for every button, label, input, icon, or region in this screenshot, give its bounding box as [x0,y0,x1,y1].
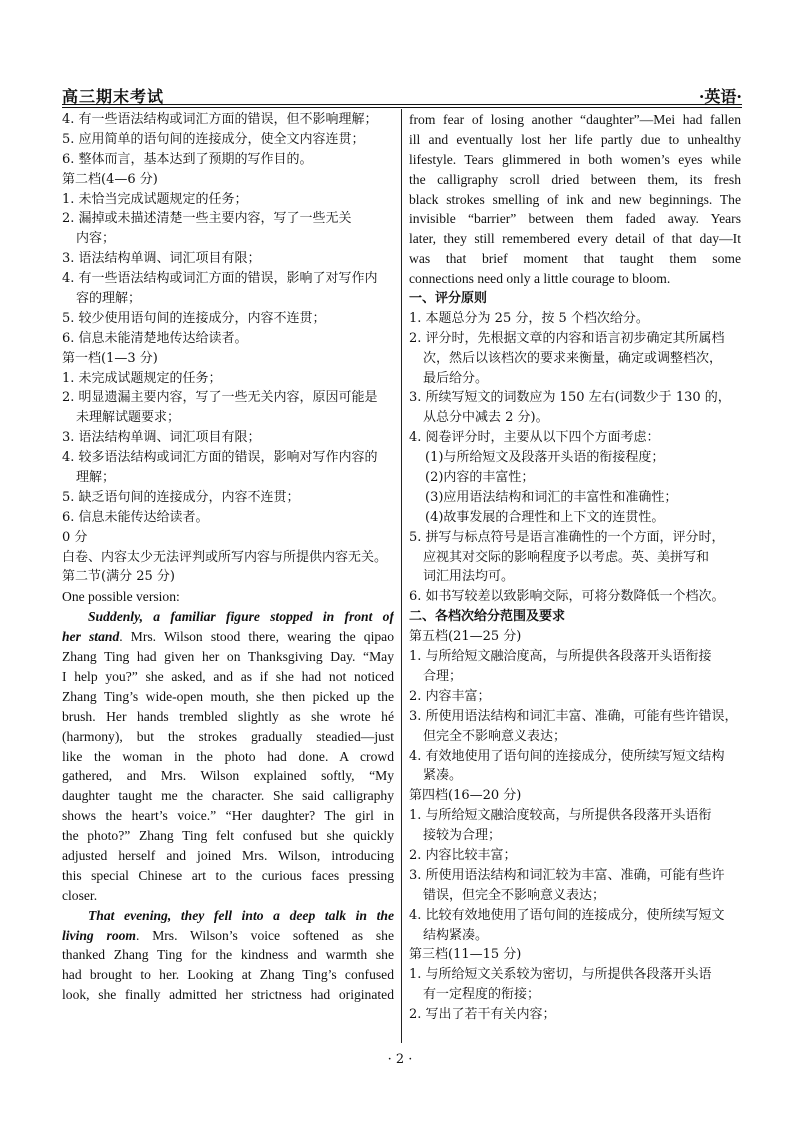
rubric-line: 1. 与所给短文融洽度较高，与所提供各段落开头语衔 [409,808,712,824]
subject-label: ·英语· [698,87,742,106]
rubric-line: 容的理解； [76,291,142,307]
rubric-line: 1. 未完成试题规定的任务； [62,370,222,386]
rubric-line: 但完全不影响意义表达； [423,728,567,744]
essay-lead-text: her stand [62,629,120,645]
essay-line: gathered, and Mrs. Wilson explained softly, “My [62,768,394,784]
rubric-line: 2. 内容丰富； [409,688,491,704]
rubric-line: 合理； [423,668,463,684]
header-rule-thin [62,107,742,108]
rubric-line: 从总分中减去 2 分)。 [423,410,549,426]
grade-heading: 第二档(4—6 分) [62,171,158,187]
essay-line: from fear of losing another “daughter”—Mei had fallen [409,112,741,127]
grade-heading: 第三档(11—15 分) [409,947,522,963]
rubric-line: 4. 有一些语法结构或词汇方面的错误，但不影响理解； [62,112,378,127]
essay-line: connections need only a little courage to bloom. [409,271,671,287]
rubric-line: 5. 拼写与标点符号是语言准确性的一个方面，评分时， [409,529,725,545]
essay-line: this special Chinese art to the curious faces pressing [62,867,394,883]
rubric-line: 4. 阅卷评分时，主要从以下四个方面考虑： [409,430,660,446]
rubric-line: 3. 所续写短文的词数应为 150 左右(词数少于 130 的， [409,390,731,406]
essay-line: thanked Zhang Ting for the kindness and warmth she [62,947,394,963]
rubric-line: (3)应用语法结构和词汇的丰富性和准确性； [425,489,678,505]
essay-line: invisible “barrier” between them faded away. Years [409,211,741,227]
section-heading: 二、各档次给分范围及要求 [409,609,566,625]
rubric-line: 1. 本题总分为 25 分，按 5 个档次给分。 [409,310,649,326]
rubric-line: 3. 所使用语法结构和词汇较为丰富、准确，可能有些许 [409,867,725,883]
essay-line: black strokes smelling of ink and new beginnings. The [409,191,741,207]
grade-heading: 第一档(1—3 分) [62,350,158,366]
essay-lead-text: Suddenly, a familiar figure stopped in front of [88,609,394,625]
rubric-line: 最后给分。 [423,370,489,386]
rubric-line: 1. 与所给短文关系较为密切，与所提供各段落开头语 [409,967,712,983]
rubric-line: 6. 信息未能传达给读者。 [62,509,209,525]
rubric-line: 5. 应用简单的语句间的连接成分，使全文内容连贯； [62,131,365,147]
left-column [62,110,394,1005]
rubric-line: 理解； [76,470,116,486]
rubric-line: 1. 未恰当完成试题规定的任务； [62,191,248,207]
essay-text: . Mrs. Wilson’s voice softened as she [135,927,394,943]
essay-label: One possible version: [62,589,180,605]
page-number: · 2 · [387,1052,413,1067]
essay-line: the photo?” Zhang Ting felt confused but she quickly [62,828,394,844]
rubric-line: 2. 评分时，先根据文章的内容和语言初步确定其所属档 [409,330,725,346]
rubric-line: 次，然后以该档次的要求来衡量，确定或调整档次， [423,350,723,366]
rubric-line: 白卷、内容太少无法评判或所写内容与所提供内容无关。 [62,549,388,565]
essay-line: closer. [62,887,98,903]
rubric-line: 5. 缺乏语句间的连接成分，内容不连贯； [62,489,300,505]
rubric-line: 3. 语法结构单调、词汇项目有限； [62,251,261,267]
section-heading: 第二节(满分 25 分) [62,569,175,585]
essay-line: adjusted herself and joined Mrs. Wilson, introducing [62,847,394,863]
essay-text: . Mrs. Wilson stood there, wearing the qipao [119,629,394,645]
rubric-line: 2. 内容比较丰富； [409,847,517,863]
rubric-line: 4. 比较有效地使用了语句间的连接成分，使所续写短文 [409,907,725,923]
essay-line: look, she finally admitted her strictness had originated [62,987,394,1003]
rubric-line: 4. 较多语法结构或词汇方面的错误，影响对写作内容的 [62,450,378,466]
essay-line: daughter taught me the character. She said calligraphy [62,788,394,804]
column-divider [401,109,402,1043]
essay-line [62,627,394,647]
rubric-line: 1. 与所给短文融洽度高，与所提供各段落开头语衔接 [409,649,712,665]
rubric-line: 6. 信息未能清楚地传达给读者。 [62,330,248,346]
essay-lead-line [62,607,394,627]
essay-lead-text: That evening, they fell into a deep talk in the [88,907,394,923]
rubric-line: 5. 较少使用语句间的连接成分，内容不连贯； [62,310,326,326]
essay-line: I help you?” she asked, and as if she had not noticed [62,668,394,684]
essay-line: Zhang Ting had given her on Thanksgiving Day. “May [62,649,394,665]
rubric-line: 6. 整体而言，基本达到了预期的写作目的。 [62,151,313,167]
rubric-line: 3. 语法结构单调、词汇项目有限； [62,430,261,446]
grade-heading: 第四档(16—20 分) [409,788,522,804]
essay-lead-text: living room [62,927,136,943]
essay-line: Zhang Ting’s wide-open mouth, she then picked up the [62,688,394,704]
rubric-line: 结构紧凑。 [423,927,489,943]
rubric-line: 4. 有效地使用了语句间的连接成分，使所续写短文结构 [409,748,725,764]
rubric-line: (4)故事发展的合理性和上下文的连贯性。 [425,509,665,525]
right-column [409,110,741,1025]
rubric-line: 未理解试题要求； [76,410,181,426]
essay-line: lifestyle. Tears glimmered in both women’s eyes while [409,151,741,167]
header-rule-thick [62,104,742,105]
rubric-line: 4. 有一些语法结构或词汇方面的错误，影响了对写作内 [62,271,378,287]
essay-line: like the woman in the photo had done. A crowd [62,748,394,764]
rubric-line: (2)内容的丰富性； [425,470,535,486]
rubric-line: 错误，但完全不影响意义表达； [423,887,606,903]
essay-lead-line [62,906,394,926]
rubric-line: 2. 写出了若干有关内容； [409,1007,556,1023]
essay-line: brush. Her hands trembled slightly as she wrote hé [62,708,394,724]
essay-line: ill and eventually lost her life partly due to unhealthy [409,131,741,147]
essay-line: the calligraphy scroll dried between them, its fresh [409,171,741,187]
rubric-line: 词汇用法均可。 [423,569,515,585]
essay-line: (harmony), but the strokes gradually steadied—just [62,728,394,744]
essay-line: later, they still remembered every detail of that day—It [409,231,741,247]
grade-heading: 0 分 [62,529,88,545]
grade-heading: 第五档(21—25 分) [409,629,522,645]
essay-line [62,926,394,946]
rubric-line: 接较为合理； [423,828,502,844]
rubric-line: 2. 明显遗漏主要内容，写了一些无关内容，原因可能是 [62,390,378,406]
rubric-line: 有一定程度的衔接； [423,987,541,1003]
rubric-line: 紧凑。 [423,768,463,784]
section-heading: 一、评分原则 [409,291,488,307]
rubric-line: 应视其对交际的影响程度予以考虑。英、美拼写和 [423,549,710,565]
essay-line: had brought to her. Looking at Zhang Ting’s confused [62,967,394,983]
rubric-line: 6. 如书写较差以致影响交际，可将分数降低一个档次。 [409,589,725,605]
rubric-line: 内容； [76,231,116,247]
essay-line: was that brief moment that taught them some [409,251,741,267]
rubric-line: (1)与所给短文及段落开头语的衔接程度； [425,450,665,466]
essay-line: shows the heart’s voice.” “Her daughter? The girl in [62,808,394,824]
rubric-line: 3. 所使用语法结构和词汇丰富、准确，可能有些许错误， [409,708,738,724]
exam-title: 高三期末考试 [62,87,165,106]
page-header [62,84,742,106]
rubric-line: 2. 漏掉或未描述清楚一些主要内容，写了一些无关 [62,211,352,227]
